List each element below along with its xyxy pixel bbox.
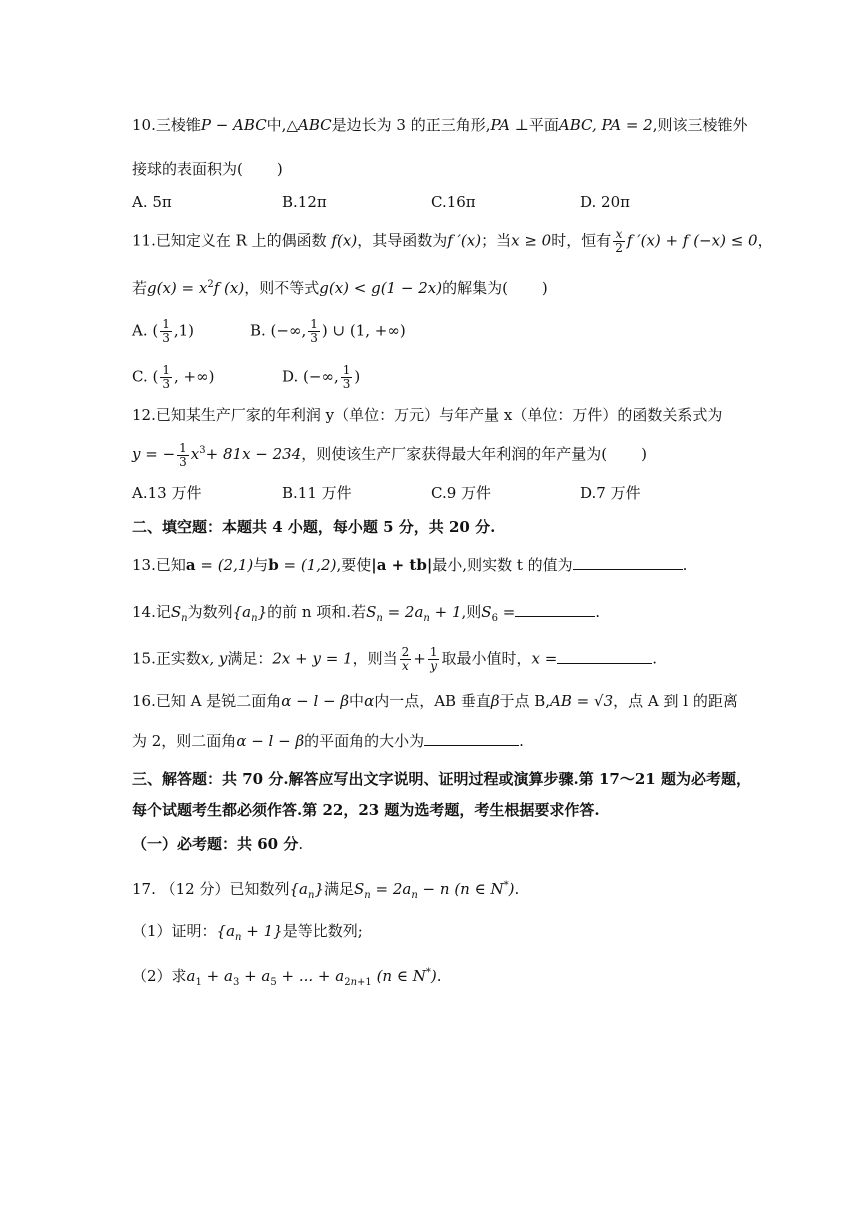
q12-line2: y = − $\frac{1}{3}$ $x^3+ 81x - 234$，则使该生产厂家获得最大年利润的年产量为( )	[132, 440, 647, 469]
q10-option-a: A. 5π	[132, 193, 172, 211]
q11-text: ；当	[481, 231, 512, 250]
q15-line: 15.正实数x, y满足：2x + y = 1，则当 $\frac{2}{x}$ + $\frac{1}{y}$ 取最小值时，x = .	[132, 645, 658, 673]
q11-text: 的解集为(	[442, 279, 508, 297]
q11-text: 若	[132, 279, 148, 297]
q12-option-b: B.11 万件	[282, 484, 352, 502]
q11-option-d: D. (−∞, $\frac{1}{3}$ )	[282, 363, 361, 391]
q10-line2	[132, 158, 283, 180]
q10-math: P − ABC	[200, 116, 267, 134]
q11-math: g(x) = x	[147, 279, 208, 297]
q11-option-a: A. ( $\frac{1}{3}$ ,1)	[132, 317, 195, 345]
q14-line: 14.记$S_n$为数列$\{a_n\}$的前 n 项和.若$S_n = 2a_n + 1$,则$S_6$ = .	[132, 603, 601, 624]
q11-text: 时，恒有	[551, 231, 612, 250]
q11-text: ，则不等式	[244, 279, 320, 297]
q10-math: ABC, PA = 2	[558, 116, 653, 134]
section-answer-heading-line1: 三、解答题：共 70 分.解答应写出文字说明、证明过程或演算步骤.第 17～21 题为必考题，	[132, 770, 751, 788]
q11-option-b: B. (−∞, $\frac{1}{3}$ ) ∪ (1, +∞)	[250, 317, 406, 345]
q16-line1: 16.已知 A 是锐二面角α − l − β中α内一点，AB 垂直β于点 B,AB = √3，点 A 到 l 的距离	[132, 692, 738, 710]
q12-line1: 12.已知某生产厂家的年利润 y（单位：万元）与年产量 x（单位：万件）的函数关系式为	[132, 406, 723, 424]
q10-text: 平面	[528, 116, 559, 134]
q12-option-d: D.7 万件	[580, 484, 641, 502]
q11-text: 11.已知定义在 R 上的偶函数	[132, 231, 327, 250]
q16-answer-blank[interactable]	[424, 731, 519, 746]
q10-line1	[132, 114, 748, 136]
q10-option-d: D. 20π	[580, 193, 630, 211]
q11-math: g(x) < g(1 − 2x)	[319, 279, 443, 297]
q11-math: f ′(x)	[447, 231, 482, 250]
section-fill-in-heading: 二、填空题：本题共 4 小题，每小题 5 分，共 20 分.	[132, 518, 496, 536]
section-answer-heading-line2: 每个试题考生都必须作答.第 22，23 题为选考题，考生根据要求作答.	[132, 801, 600, 819]
q11-line1	[132, 228, 773, 255]
q15-answer-blank[interactable]	[557, 649, 652, 664]
q10-paren: )	[276, 160, 283, 178]
q10-math: PA ⊥	[490, 116, 529, 134]
q17-part2: （2）求$a_1 + a_3 + a_5$ + ... + $a_{2n+1}$ (n ∈ N*).	[132, 967, 442, 988]
q10-option-c: C.16π	[431, 193, 476, 211]
q17-part1: （1）证明：$\{a_n + 1\}$是等比数列;	[132, 922, 363, 943]
q13-answer-blank[interactable]	[573, 555, 683, 570]
q11-paren: )	[541, 279, 548, 297]
q10-text: 10.三棱锥	[132, 116, 201, 134]
q11-math: f(x)	[331, 231, 358, 250]
q11-option-c: C. ( $\frac{1}{3}$ , +∞)	[132, 363, 215, 391]
subsection-required-heading: （一）必考题：共 60 分.	[132, 835, 304, 853]
q10-text: 接球的表面积为(	[132, 160, 243, 178]
q12-option-c: C.9 万件	[431, 484, 492, 502]
q11-text: ，	[757, 231, 773, 250]
q17-line: 17. （12 分）已知数列$\{a_n\}$满足$S_n = 2a_n - n$ (n ∈ N*).	[132, 880, 520, 901]
q10-text: ,则该三棱锥外	[652, 116, 748, 134]
q11-math: x ≥ 0	[511, 231, 552, 250]
q11-line2: 若$g(x) = x^2f$ (x)，则不等式g(x) < g(1 − 2x)的解集为( )	[132, 279, 548, 297]
q12-option-a: A.13 万件	[132, 484, 202, 502]
q10-text: 是边长为 3 的正三角形,	[331, 116, 491, 134]
q10-option-b: B.12π	[282, 193, 327, 211]
q13-line: 13.已知a = (2,1)与b = (1,2),要使|a + tb|最小,则实数 t 的值为 .	[132, 556, 688, 574]
q11-fraction: $\frac{x}{2}$	[615, 227, 623, 255]
q14-answer-blank[interactable]	[515, 602, 595, 617]
q11-math: f ′(x) + f (−x) ≤ 0	[626, 231, 758, 250]
q10-text: 中,	[266, 116, 287, 134]
q11-text: ，其导函数为	[357, 231, 448, 250]
q16-line2: 为 2，则二面角α − l − β的平面角的大小为 .	[132, 732, 524, 750]
q11-math: f (x)	[213, 279, 245, 297]
q10-math: △ABC	[286, 116, 332, 134]
